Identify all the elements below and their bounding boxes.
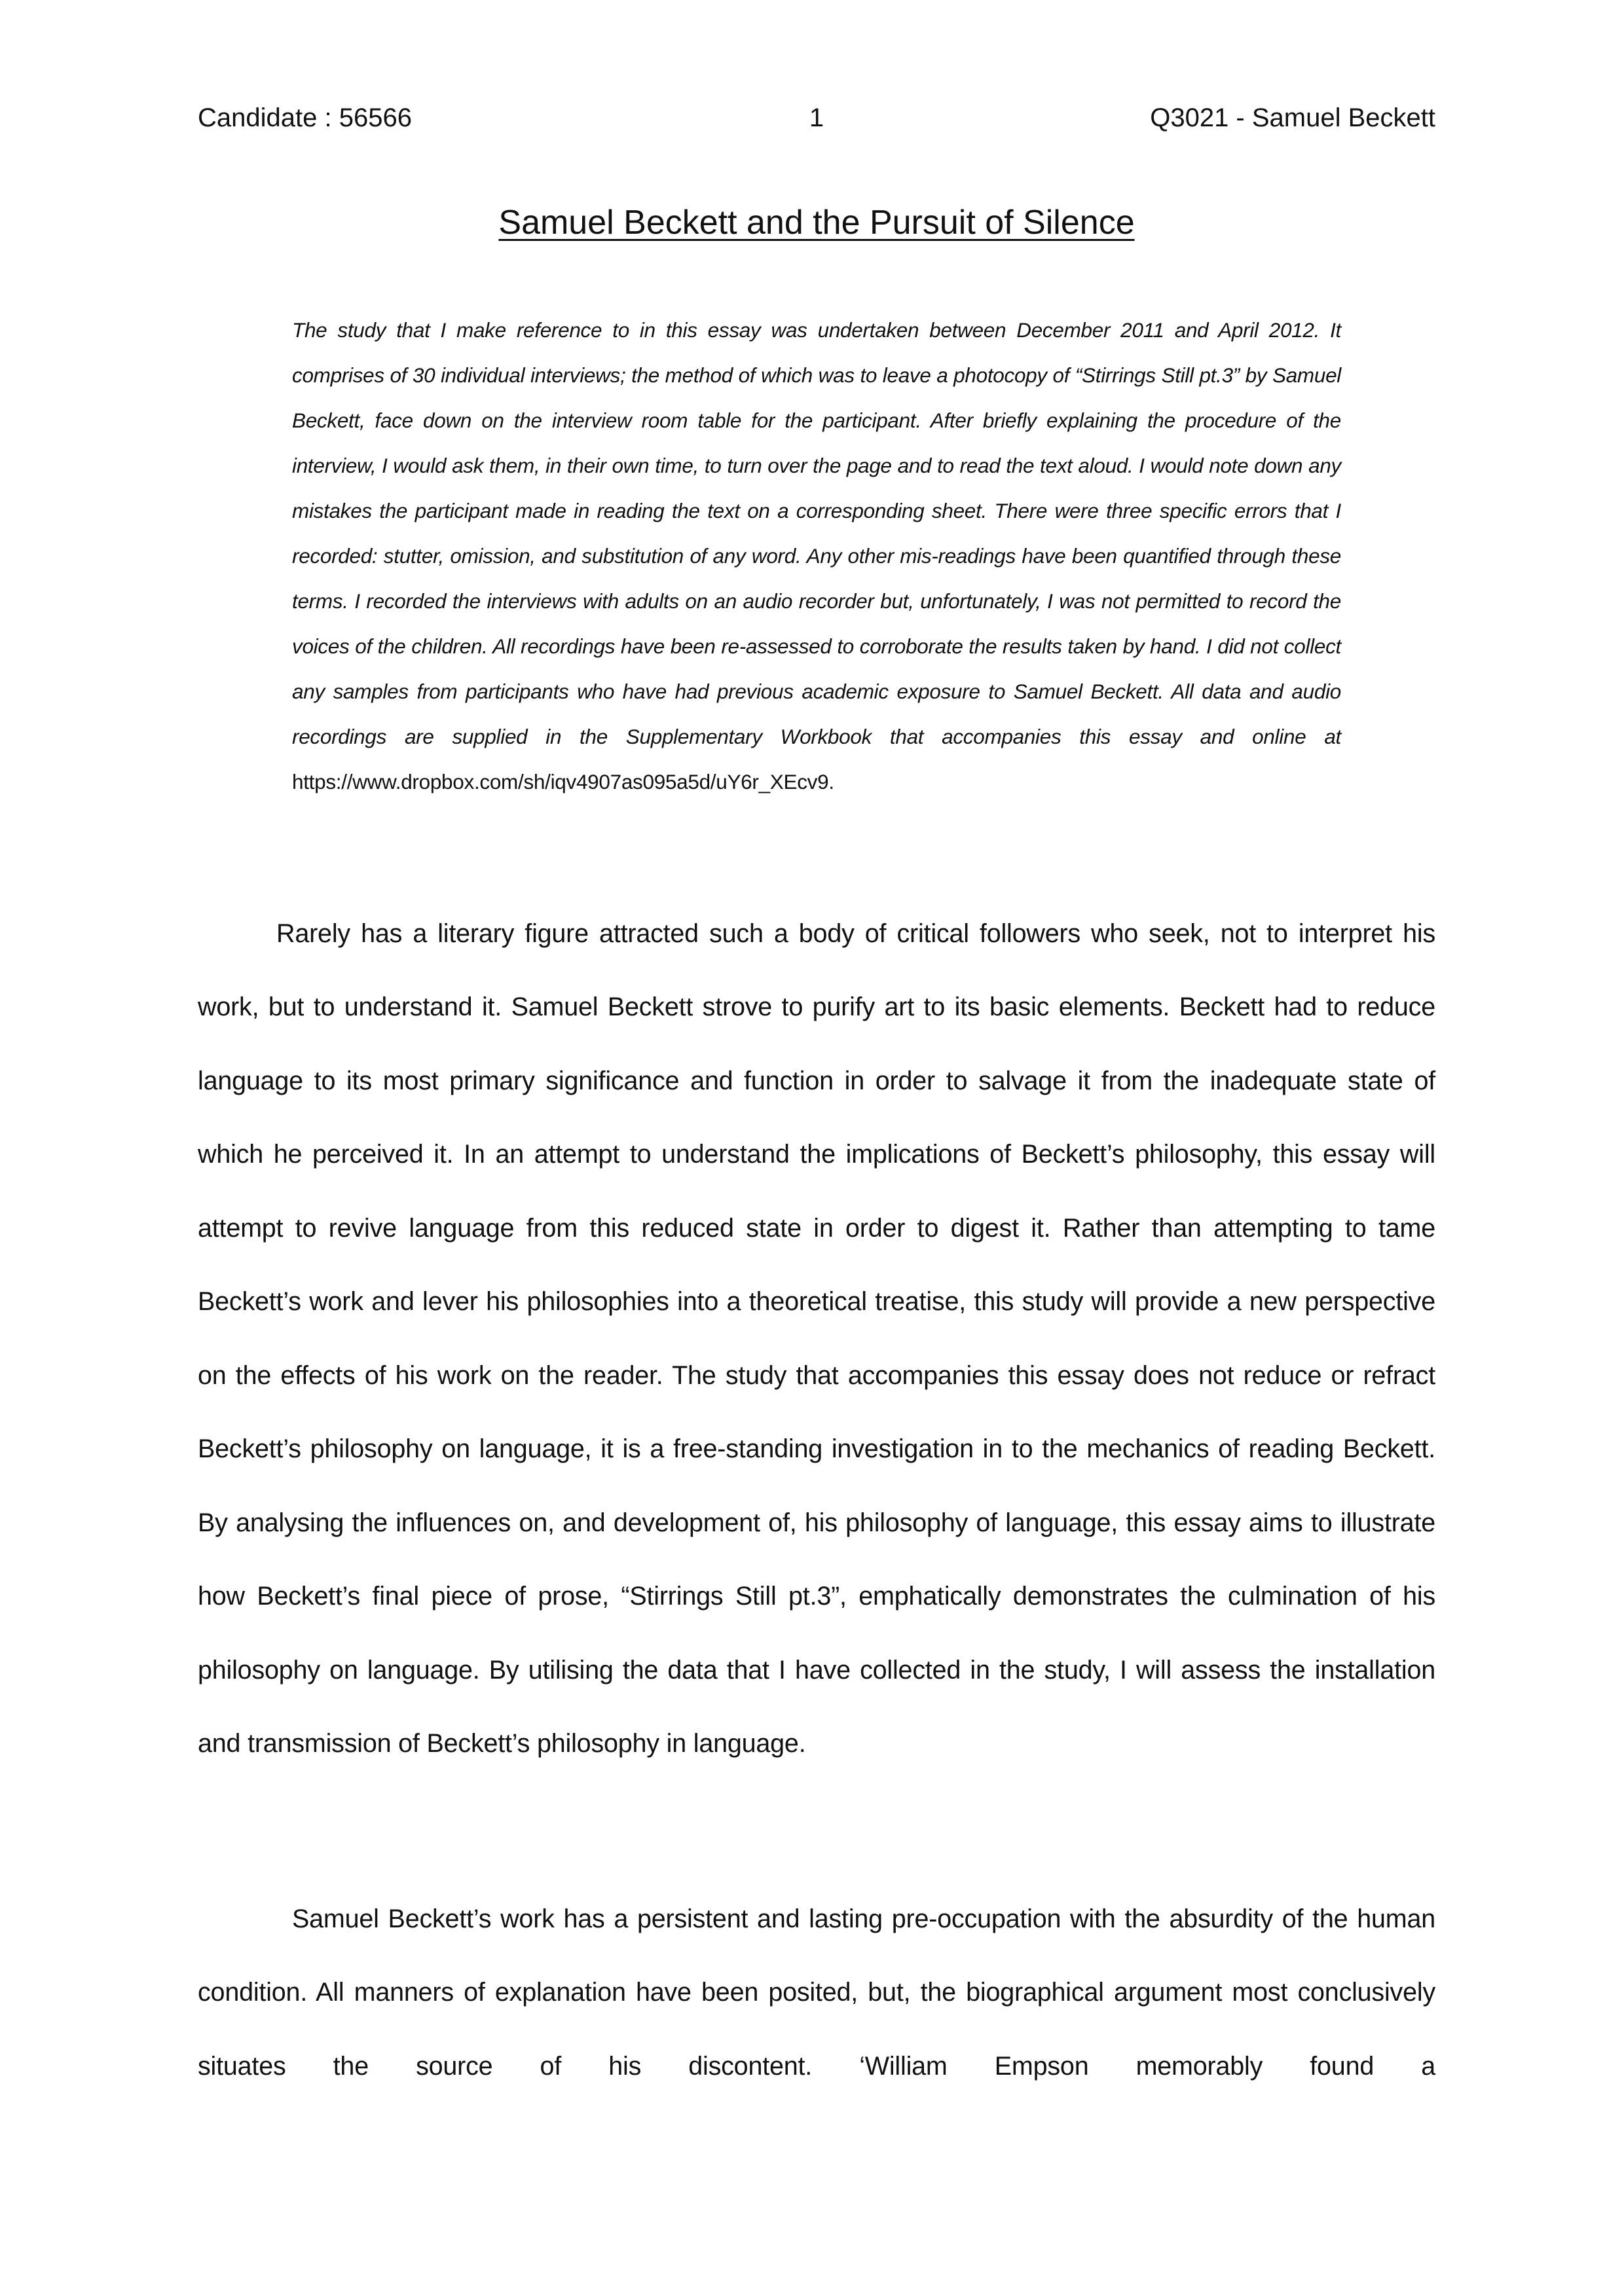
page-header <box>198 98 1435 137</box>
dropbox-link[interactable]: https://www.dropbox.com/sh/iqv4907as095a5d/uY6r_XEcv9. <box>292 770 834 793</box>
body-paragraph-2: Samuel Beckett’s work has a persistent and lasting pre-occupation with the absurdity of the human condition. All manners of explanation have been posited, but, the biographical argument most conclusively situates the source of his discontent. ‘William Empson memorably found a <box>198 1904 1435 2081</box>
candidate-number: Candidate : 56566 <box>198 103 412 132</box>
course-code: Q3021 - Samuel Beckett <box>1150 103 1435 132</box>
body-paragraph-1: Rarely has a literary figure attracted such a body of critical followers who seek, not to interpret his work, but to understand it. Samuel Beckett strove to purify art to its basic elements. Beckett had to reduce language to its most primary significance and function in order to salvage it from the inadequate state of which he perceived it. In an attempt to understand the implications of Beckett’s philosophy, this essay will attempt to revive language from this reduced state in order to digest it. Rather than attempting to tame Beckett’s work and lever his philosophies into a theoretical treatise, this study will provide a new perspective on the effects of his work on the reader. The study that accompanies this essay does not reduce or refract Beckett’s philosophy on language, it is a free-standing investigation in to the mechanics of reading Beckett. By analysing the influences on, and development of, his philosophy of language, this essay aims to illustrate how Beckett’s final piece of prose, “Stirrings Still pt.3”, emphatically demonstrates the culmination of his philosophy on language. By utilising the data that I have collected in the study, I will assess the installation and transmission of Beckett’s philosophy in language. <box>198 919 1435 1758</box>
page-number: 1 <box>809 103 824 132</box>
essay-title: Samuel Beckett and the Pursuit of Silence <box>498 204 1135 242</box>
study-abstract <box>292 308 1341 805</box>
abstract-text: The study that I make reference to in this essay was undertaken between December 2011 and April 2012. It comprises of 30 individual interviews; the method of which was to leave a photocopy of “Stirrings Still pt.3” by Samuel Beckett, face down on the interview room table for the participant. After briefly explaining the procedure of the interview, I would ask them, in their own time, to turn over the page and to read the text aloud. I would note down any mistakes the participant made in reading the text on a corresponding sheet. There were three specific errors that I recorded: stutter, omission, and substitution of any word. Any other mis-readings have been quantified through these terms. I recorded the interviews with adults on an audio recorder but, unfortunately, I was not permitted to record the voices of the children. All recordings have been re-assessed to corroborate the results taken by hand. I did not collect any samples from participants who have had previous academic exposure to Samuel Beckett. All data and audio recordings are supplied in the Supplementary Workbook that accompanies this essay and online at <box>292 318 1341 748</box>
